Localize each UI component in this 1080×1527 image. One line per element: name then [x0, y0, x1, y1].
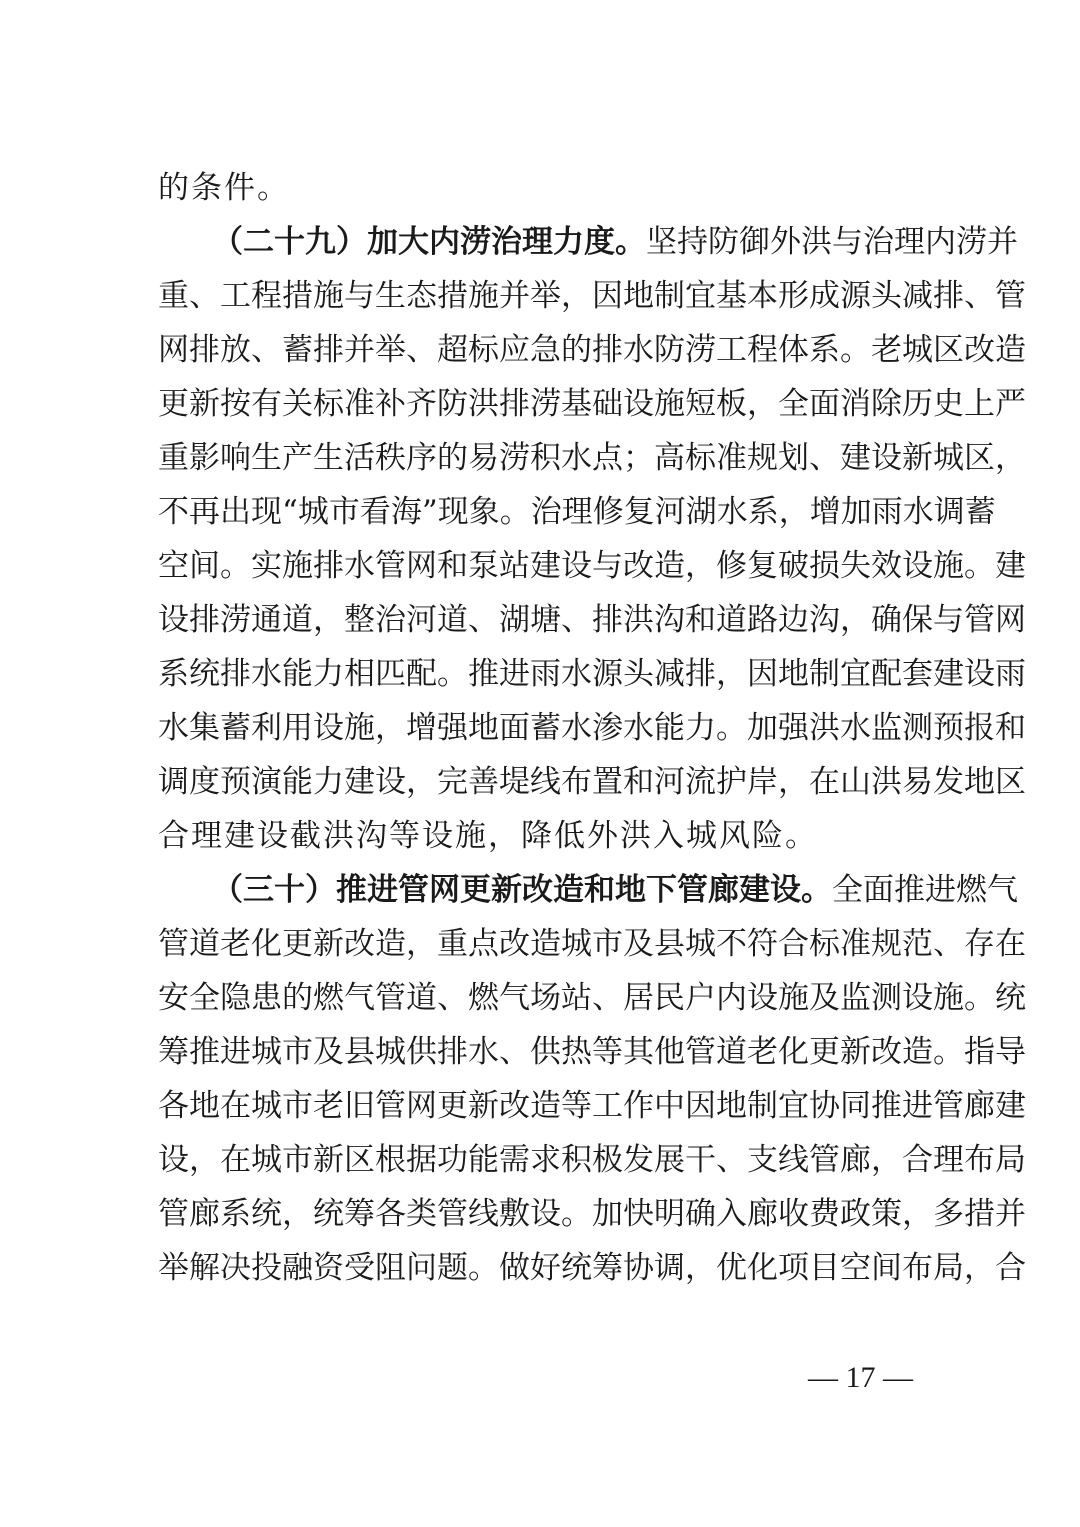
text-line: 重、工程措施与生态措施并举，因地制宜基本形成源头减排、管 — [158, 278, 1026, 314]
text-line: 各地在城市老旧管网更新改造等工作中因地制宜协同推进管廊建 — [158, 1088, 1026, 1124]
text-line: 合理建设截洪沟等设施，降低外洪入城风险。 — [158, 818, 818, 854]
text-line: 筹推进城市及县城供排水、供热等其他管道老化更新改造。指导 — [158, 1034, 1026, 1070]
paragraph-29-first-line: （二十九）加大内涝治理力度。坚持防御外洪与治理内涝并 — [212, 224, 1018, 260]
text-line: 调度预演能力建设，完善堤线布置和河流护岸，在山洪易发地区 — [158, 764, 1026, 800]
paragraph-30-first-line: （三十）推进管网更新改造和地下管廊建设。全面推进燃气 — [212, 872, 1018, 908]
text-line: 管道老化更新改造，重点改造城市及县城不符合标准规范、存在 — [158, 926, 1026, 962]
text-line: 网排放、蓄排并举、超标应急的排水防涝工程体系。老城区改造 — [158, 332, 1026, 368]
text-line: 设，在城市新区根据功能需求积极发展干、支线管廊，合理布局 — [158, 1142, 1026, 1178]
text-line: 系统排水能力相匹配。推进雨水源头减排，因地制宜配套建设雨 — [158, 656, 1026, 692]
page-number: — 17 — — [808, 1361, 913, 1394]
text-line: 水集蓄利用设施，增强地面蓄水渗水能力。加强洪水监测预报和 — [158, 710, 1026, 746]
text-line: 安全隐患的燃气管道、燃气场站、居民户内设施及监测设施。统 — [158, 980, 1026, 1016]
section-heading-29: （二十九）加大内涝治理力度。 — [212, 224, 646, 260]
text-line: 空间。实施排水管网和泵站建设与改造，修复破损失效设施。建 — [158, 548, 1026, 584]
text-line: 不再出现“城市看海”现象。治理修复河湖水系，增加雨水调蓄 — [158, 494, 996, 530]
text-line: 重影响生产生活秩序的易涝积水点；高标准规划、建设新城区， — [158, 440, 1026, 476]
text-line: 设排涝通道，整治河道、湖塘、排洪沟和道路边沟，确保与管网 — [158, 602, 1026, 638]
text-line: 举解决投融资受阻问题。做好统筹协调，优化项目空间布局，合 — [158, 1250, 1026, 1286]
text-line: 的条件。 — [158, 170, 290, 206]
text-line: 更新按有关标准补齐防洪排涝基础设施短板，全面消除历史上严 — [158, 386, 1026, 422]
section-heading-30: （三十）推进管网更新改造和地下管廊建设。 — [212, 872, 832, 908]
text-line: 管廊系统，统筹各类管线敷设。加快明确入廊收费政策，多措并 — [158, 1196, 1026, 1232]
